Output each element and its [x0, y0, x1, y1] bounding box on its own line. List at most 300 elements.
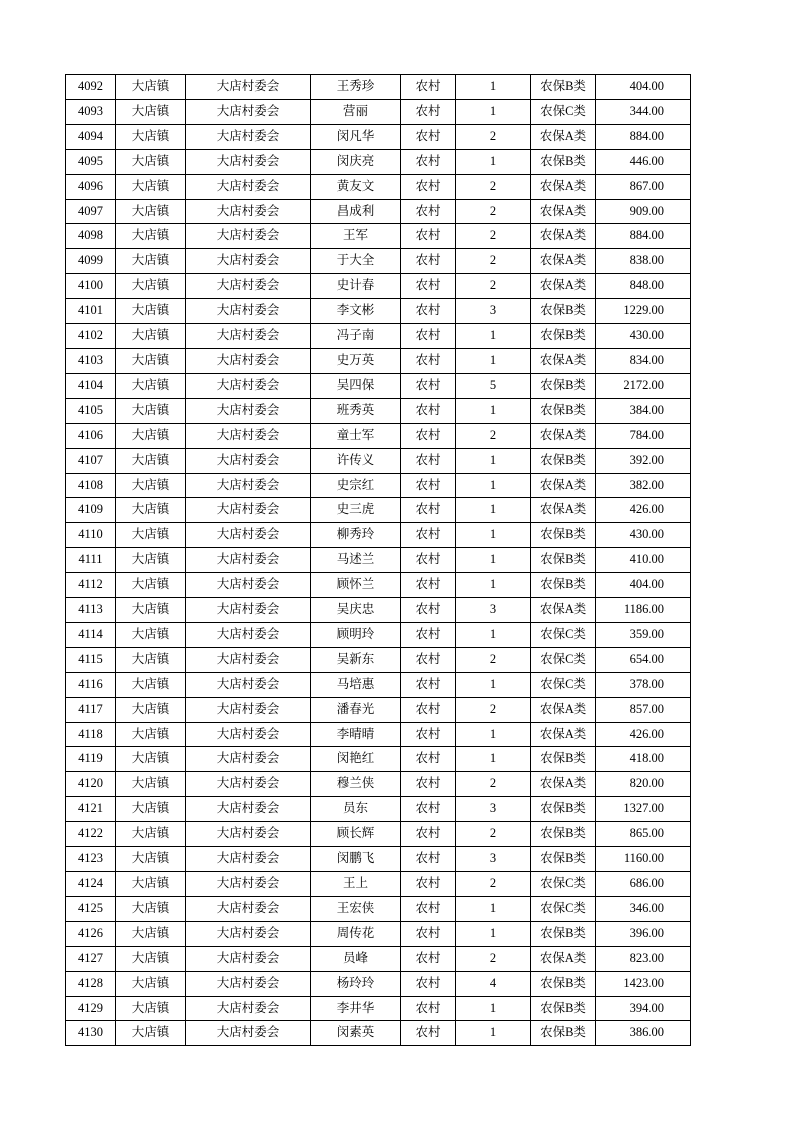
cell-serial-number: 4113 — [66, 598, 116, 623]
cell-serial-number: 4122 — [66, 822, 116, 847]
cell-village-committee: 大店村委会 — [186, 797, 311, 822]
cell-person-count: 2 — [456, 772, 531, 797]
cell-amount: 384.00 — [596, 398, 691, 423]
table-row — [66, 921, 691, 946]
cell-insurance-type: 农保C类 — [531, 99, 596, 124]
table-row — [66, 847, 691, 872]
cell-town: 大店镇 — [116, 398, 186, 423]
cell-serial-number: 4105 — [66, 398, 116, 423]
cell-town: 大店镇 — [116, 448, 186, 473]
table-row — [66, 149, 691, 174]
cell-category: 农村 — [401, 199, 456, 224]
cell-village-committee: 大店村委会 — [186, 872, 311, 897]
cell-person-count: 3 — [456, 797, 531, 822]
table-row — [66, 99, 691, 124]
cell-insurance-type: 农保B类 — [531, 548, 596, 573]
cell-town: 大店镇 — [116, 971, 186, 996]
cell-person-name: 周传花 — [311, 921, 401, 946]
cell-serial-number: 4102 — [66, 324, 116, 349]
cell-category: 农村 — [401, 99, 456, 124]
cell-amount: 446.00 — [596, 149, 691, 174]
cell-serial-number: 4108 — [66, 473, 116, 498]
cell-person-name: 顾长辉 — [311, 822, 401, 847]
cell-town: 大店镇 — [116, 772, 186, 797]
cell-category: 农村 — [401, 1021, 456, 1046]
cell-person-name: 顾怀兰 — [311, 573, 401, 598]
cell-person-name: 班秀英 — [311, 398, 401, 423]
cell-village-committee: 大店村委会 — [186, 299, 311, 324]
cell-category: 农村 — [401, 697, 456, 722]
cell-insurance-type: 农保B类 — [531, 149, 596, 174]
cell-category: 农村 — [401, 647, 456, 672]
cell-town: 大店镇 — [116, 921, 186, 946]
cell-serial-number: 4118 — [66, 722, 116, 747]
cell-village-committee: 大店村委会 — [186, 149, 311, 174]
cell-category: 农村 — [401, 423, 456, 448]
cell-person-name: 昌成利 — [311, 199, 401, 224]
cell-village-committee: 大店村委会 — [186, 573, 311, 598]
cell-amount: 884.00 — [596, 224, 691, 249]
cell-town: 大店镇 — [116, 523, 186, 548]
cell-town: 大店镇 — [116, 299, 186, 324]
cell-person-name: 冯子南 — [311, 324, 401, 349]
cell-amount: 1229.00 — [596, 299, 691, 324]
cell-insurance-type: 农保A类 — [531, 199, 596, 224]
cell-village-committee: 大店村委会 — [186, 946, 311, 971]
cell-category: 农村 — [401, 747, 456, 772]
table-row — [66, 523, 691, 548]
cell-village-committee: 大店村委会 — [186, 622, 311, 647]
cell-person-name: 马述兰 — [311, 548, 401, 573]
cell-amount: 884.00 — [596, 124, 691, 149]
cell-category: 农村 — [401, 672, 456, 697]
cell-category: 农村 — [401, 124, 456, 149]
cell-person-count: 2 — [456, 174, 531, 199]
cell-category: 农村 — [401, 348, 456, 373]
cell-person-count: 1 — [456, 573, 531, 598]
cell-person-name: 闵庆亮 — [311, 149, 401, 174]
cell-person-count: 1 — [456, 622, 531, 647]
cell-insurance-type: 农保A类 — [531, 598, 596, 623]
table-row — [66, 697, 691, 722]
cell-person-count: 1 — [456, 747, 531, 772]
cell-serial-number: 4121 — [66, 797, 116, 822]
table-row — [66, 373, 691, 398]
cell-amount: 1160.00 — [596, 847, 691, 872]
cell-town: 大店镇 — [116, 199, 186, 224]
cell-person-count: 1 — [456, 324, 531, 349]
table-row — [66, 448, 691, 473]
cell-person-count: 2 — [456, 124, 531, 149]
cell-serial-number: 4100 — [66, 274, 116, 299]
cell-village-committee: 大店村委会 — [186, 99, 311, 124]
cell-village-committee: 大店村委会 — [186, 473, 311, 498]
table-row — [66, 199, 691, 224]
table-row — [66, 996, 691, 1021]
table-row — [66, 299, 691, 324]
cell-village-committee: 大店村委会 — [186, 921, 311, 946]
cell-amount: 394.00 — [596, 996, 691, 1021]
cell-village-committee: 大店村委会 — [186, 722, 311, 747]
cell-village-committee: 大店村委会 — [186, 448, 311, 473]
cell-person-count: 1 — [456, 996, 531, 1021]
cell-person-name: 王秀珍 — [311, 75, 401, 100]
cell-person-name: 员峰 — [311, 946, 401, 971]
table-row — [66, 423, 691, 448]
cell-amount: 426.00 — [596, 498, 691, 523]
cell-person-name: 顾明玲 — [311, 622, 401, 647]
cell-serial-number: 4111 — [66, 548, 116, 573]
cell-serial-number: 4124 — [66, 872, 116, 897]
table-row — [66, 548, 691, 573]
table-row — [66, 224, 691, 249]
cell-insurance-type: 农保A类 — [531, 423, 596, 448]
cell-insurance-type: 农保A类 — [531, 722, 596, 747]
cell-serial-number: 4115 — [66, 647, 116, 672]
cell-village-committee: 大店村委会 — [186, 747, 311, 772]
cell-insurance-type: 农保B类 — [531, 747, 596, 772]
cell-amount: 410.00 — [596, 548, 691, 573]
cell-serial-number: 4109 — [66, 498, 116, 523]
cell-person-name: 营丽 — [311, 99, 401, 124]
cell-village-committee: 大店村委会 — [186, 124, 311, 149]
cell-person-name: 闵凡华 — [311, 124, 401, 149]
cell-village-committee: 大店村委会 — [186, 174, 311, 199]
cell-town: 大店镇 — [116, 847, 186, 872]
cell-amount: 418.00 — [596, 747, 691, 772]
cell-person-name: 吴新东 — [311, 647, 401, 672]
cell-person-count: 2 — [456, 224, 531, 249]
cell-insurance-type: 农保B类 — [531, 324, 596, 349]
cell-serial-number: 4129 — [66, 996, 116, 1021]
cell-serial-number: 4126 — [66, 921, 116, 946]
cell-person-name: 吴四保 — [311, 373, 401, 398]
cell-insurance-type: 农保B类 — [531, 1021, 596, 1046]
cell-town: 大店镇 — [116, 622, 186, 647]
cell-village-committee: 大店村委会 — [186, 324, 311, 349]
cell-category: 农村 — [401, 373, 456, 398]
cell-serial-number: 4119 — [66, 747, 116, 772]
cell-insurance-type: 农保C类 — [531, 896, 596, 921]
cell-serial-number: 4110 — [66, 523, 116, 548]
cell-serial-number: 4123 — [66, 847, 116, 872]
cell-person-name: 王军 — [311, 224, 401, 249]
cell-category: 农村 — [401, 772, 456, 797]
cell-village-committee: 大店村委会 — [186, 548, 311, 573]
cell-village-committee: 大店村委会 — [186, 398, 311, 423]
cell-amount: 865.00 — [596, 822, 691, 847]
cell-category: 农村 — [401, 398, 456, 423]
cell-person-count: 1 — [456, 921, 531, 946]
cell-person-name: 杨玲玲 — [311, 971, 401, 996]
cell-insurance-type: 农保B类 — [531, 822, 596, 847]
cell-amount: 386.00 — [596, 1021, 691, 1046]
cell-serial-number: 4114 — [66, 622, 116, 647]
cell-amount: 654.00 — [596, 647, 691, 672]
cell-category: 农村 — [401, 797, 456, 822]
cell-person-name: 史三虎 — [311, 498, 401, 523]
cell-category: 农村 — [401, 324, 456, 349]
cell-insurance-type: 农保B类 — [531, 398, 596, 423]
cell-town: 大店镇 — [116, 99, 186, 124]
cell-town: 大店镇 — [116, 324, 186, 349]
cell-category: 农村 — [401, 971, 456, 996]
cell-person-name: 王上 — [311, 872, 401, 897]
table-row — [66, 672, 691, 697]
cell-person-name: 王宏侠 — [311, 896, 401, 921]
cell-insurance-type: 农保A类 — [531, 697, 596, 722]
cell-category: 农村 — [401, 149, 456, 174]
cell-village-committee: 大店村委会 — [186, 373, 311, 398]
cell-town: 大店镇 — [116, 124, 186, 149]
cell-town: 大店镇 — [116, 274, 186, 299]
cell-amount: 820.00 — [596, 772, 691, 797]
table-row — [66, 1021, 691, 1046]
cell-amount: 382.00 — [596, 473, 691, 498]
cell-insurance-type: 农保A类 — [531, 274, 596, 299]
cell-person-count: 1 — [456, 672, 531, 697]
cell-person-name: 吴庆忠 — [311, 598, 401, 623]
cell-person-name: 童士军 — [311, 423, 401, 448]
cell-person-count: 1 — [456, 348, 531, 373]
cell-serial-number: 4096 — [66, 174, 116, 199]
cell-insurance-type: 农保B类 — [531, 921, 596, 946]
cell-person-name: 史万英 — [311, 348, 401, 373]
cell-town: 大店镇 — [116, 747, 186, 772]
cell-serial-number: 4106 — [66, 423, 116, 448]
cell-insurance-type: 农保C类 — [531, 672, 596, 697]
cell-insurance-type: 农保A类 — [531, 124, 596, 149]
cell-amount: 834.00 — [596, 348, 691, 373]
cell-village-committee: 大店村委会 — [186, 847, 311, 872]
table-row — [66, 896, 691, 921]
cell-insurance-type: 农保A类 — [531, 498, 596, 523]
cell-town: 大店镇 — [116, 373, 186, 398]
cell-village-committee: 大店村委会 — [186, 672, 311, 697]
cell-serial-number: 4092 — [66, 75, 116, 100]
cell-insurance-type: 农保A类 — [531, 174, 596, 199]
cell-insurance-type: 农保B类 — [531, 847, 596, 872]
cell-village-committee: 大店村委会 — [186, 75, 311, 100]
table-row — [66, 797, 691, 822]
cell-person-name: 李晴晴 — [311, 722, 401, 747]
cell-category: 农村 — [401, 523, 456, 548]
cell-person-name: 员东 — [311, 797, 401, 822]
cell-town: 大店镇 — [116, 946, 186, 971]
cell-town: 大店镇 — [116, 348, 186, 373]
cell-person-count: 2 — [456, 822, 531, 847]
table-row — [66, 348, 691, 373]
cell-category: 农村 — [401, 872, 456, 897]
cell-village-committee: 大店村委会 — [186, 423, 311, 448]
cell-person-count: 2 — [456, 423, 531, 448]
table-row — [66, 249, 691, 274]
cell-town: 大店镇 — [116, 896, 186, 921]
cell-amount: 430.00 — [596, 324, 691, 349]
cell-category: 农村 — [401, 921, 456, 946]
cell-village-committee: 大店村委会 — [186, 1021, 311, 1046]
cell-person-count: 1 — [456, 548, 531, 573]
table-row — [66, 274, 691, 299]
cell-village-committee: 大店村委会 — [186, 274, 311, 299]
benefits-table — [65, 74, 691, 1046]
cell-person-count: 1 — [456, 398, 531, 423]
cell-person-count: 1 — [456, 1021, 531, 1046]
cell-person-count: 1 — [456, 523, 531, 548]
cell-person-name: 闵鹏飞 — [311, 847, 401, 872]
cell-town: 大店镇 — [116, 249, 186, 274]
cell-person-count: 1 — [456, 99, 531, 124]
cell-person-name: 马培惠 — [311, 672, 401, 697]
cell-serial-number: 4099 — [66, 249, 116, 274]
cell-amount: 426.00 — [596, 722, 691, 747]
cell-insurance-type: 农保A类 — [531, 772, 596, 797]
cell-insurance-type: 农保B类 — [531, 448, 596, 473]
cell-insurance-type: 农保B类 — [531, 573, 596, 598]
cell-village-committee: 大店村委会 — [186, 523, 311, 548]
cell-town: 大店镇 — [116, 872, 186, 897]
cell-village-committee: 大店村委会 — [186, 348, 311, 373]
cell-amount: 396.00 — [596, 921, 691, 946]
cell-category: 农村 — [401, 996, 456, 1021]
cell-insurance-type: 农保B类 — [531, 797, 596, 822]
cell-person-count: 1 — [456, 722, 531, 747]
cell-person-name: 闵素英 — [311, 1021, 401, 1046]
cell-category: 农村 — [401, 174, 456, 199]
cell-amount: 848.00 — [596, 274, 691, 299]
cell-insurance-type: 农保B类 — [531, 996, 596, 1021]
cell-amount: 686.00 — [596, 872, 691, 897]
cell-amount: 1327.00 — [596, 797, 691, 822]
cell-serial-number: 4103 — [66, 348, 116, 373]
cell-serial-number: 4097 — [66, 199, 116, 224]
cell-amount: 392.00 — [596, 448, 691, 473]
cell-amount: 838.00 — [596, 249, 691, 274]
cell-category: 农村 — [401, 473, 456, 498]
cell-insurance-type: 农保A类 — [531, 224, 596, 249]
cell-serial-number: 4093 — [66, 99, 116, 124]
cell-town: 大店镇 — [116, 224, 186, 249]
cell-serial-number: 4127 — [66, 946, 116, 971]
cell-town: 大店镇 — [116, 423, 186, 448]
cell-person-name: 穆兰侠 — [311, 772, 401, 797]
table-row — [66, 174, 691, 199]
cell-amount: 430.00 — [596, 523, 691, 548]
cell-category: 农村 — [401, 946, 456, 971]
cell-person-count: 2 — [456, 199, 531, 224]
cell-person-count: 4 — [456, 971, 531, 996]
cell-serial-number: 4095 — [66, 149, 116, 174]
cell-amount: 857.00 — [596, 697, 691, 722]
cell-insurance-type: 农保A类 — [531, 249, 596, 274]
cell-town: 大店镇 — [116, 149, 186, 174]
cell-town: 大店镇 — [116, 174, 186, 199]
cell-amount: 1186.00 — [596, 598, 691, 623]
cell-amount: 359.00 — [596, 622, 691, 647]
cell-insurance-type: 农保B类 — [531, 75, 596, 100]
cell-person-count: 3 — [456, 299, 531, 324]
cell-serial-number: 4120 — [66, 772, 116, 797]
cell-category: 农村 — [401, 573, 456, 598]
cell-town: 大店镇 — [116, 647, 186, 672]
cell-category: 农村 — [401, 249, 456, 274]
table-body — [66, 75, 691, 1046]
cell-serial-number: 4112 — [66, 573, 116, 598]
table-row — [66, 598, 691, 623]
cell-amount: 346.00 — [596, 896, 691, 921]
cell-town: 大店镇 — [116, 598, 186, 623]
table-row — [66, 498, 691, 523]
cell-town: 大店镇 — [116, 722, 186, 747]
cell-serial-number: 4116 — [66, 672, 116, 697]
cell-village-committee: 大店村委会 — [186, 224, 311, 249]
table-row — [66, 822, 691, 847]
cell-amount: 823.00 — [596, 946, 691, 971]
cell-town: 大店镇 — [116, 75, 186, 100]
table-row — [66, 573, 691, 598]
table-row — [66, 75, 691, 100]
cell-category: 农村 — [401, 896, 456, 921]
cell-village-committee: 大店村委会 — [186, 896, 311, 921]
cell-person-count: 3 — [456, 847, 531, 872]
cell-village-committee: 大店村委会 — [186, 822, 311, 847]
cell-town: 大店镇 — [116, 822, 186, 847]
table-row — [66, 946, 691, 971]
cell-person-count: 3 — [456, 598, 531, 623]
cell-amount: 2172.00 — [596, 373, 691, 398]
cell-amount: 909.00 — [596, 199, 691, 224]
cell-village-committee: 大店村委会 — [186, 498, 311, 523]
cell-category: 农村 — [401, 274, 456, 299]
table-row — [66, 324, 691, 349]
table-row — [66, 971, 691, 996]
cell-village-committee: 大店村委会 — [186, 199, 311, 224]
cell-town: 大店镇 — [116, 1021, 186, 1046]
cell-town: 大店镇 — [116, 797, 186, 822]
cell-person-count: 1 — [456, 448, 531, 473]
cell-amount: 378.00 — [596, 672, 691, 697]
cell-insurance-type: 农保A类 — [531, 348, 596, 373]
cell-serial-number: 4117 — [66, 697, 116, 722]
table-row — [66, 722, 691, 747]
cell-insurance-type: 农保B类 — [531, 299, 596, 324]
cell-category: 农村 — [401, 224, 456, 249]
cell-amount: 1423.00 — [596, 971, 691, 996]
cell-village-committee: 大店村委会 — [186, 996, 311, 1021]
cell-town: 大店镇 — [116, 548, 186, 573]
cell-amount: 404.00 — [596, 573, 691, 598]
cell-person-count: 5 — [456, 373, 531, 398]
cell-person-count: 1 — [456, 498, 531, 523]
cell-person-name: 于大全 — [311, 249, 401, 274]
cell-town: 大店镇 — [116, 697, 186, 722]
cell-person-name: 潘春光 — [311, 697, 401, 722]
cell-insurance-type: 农保C类 — [531, 622, 596, 647]
cell-person-count: 1 — [456, 75, 531, 100]
cell-village-committee: 大店村委会 — [186, 647, 311, 672]
table-row — [66, 647, 691, 672]
cell-village-committee: 大店村委会 — [186, 598, 311, 623]
cell-serial-number: 4104 — [66, 373, 116, 398]
cell-town: 大店镇 — [116, 573, 186, 598]
cell-town: 大店镇 — [116, 672, 186, 697]
cell-person-count: 2 — [456, 946, 531, 971]
cell-amount: 404.00 — [596, 75, 691, 100]
cell-town: 大店镇 — [116, 498, 186, 523]
cell-person-name: 黄友文 — [311, 174, 401, 199]
cell-insurance-type: 农保C类 — [531, 872, 596, 897]
cell-insurance-type: 农保A类 — [531, 946, 596, 971]
